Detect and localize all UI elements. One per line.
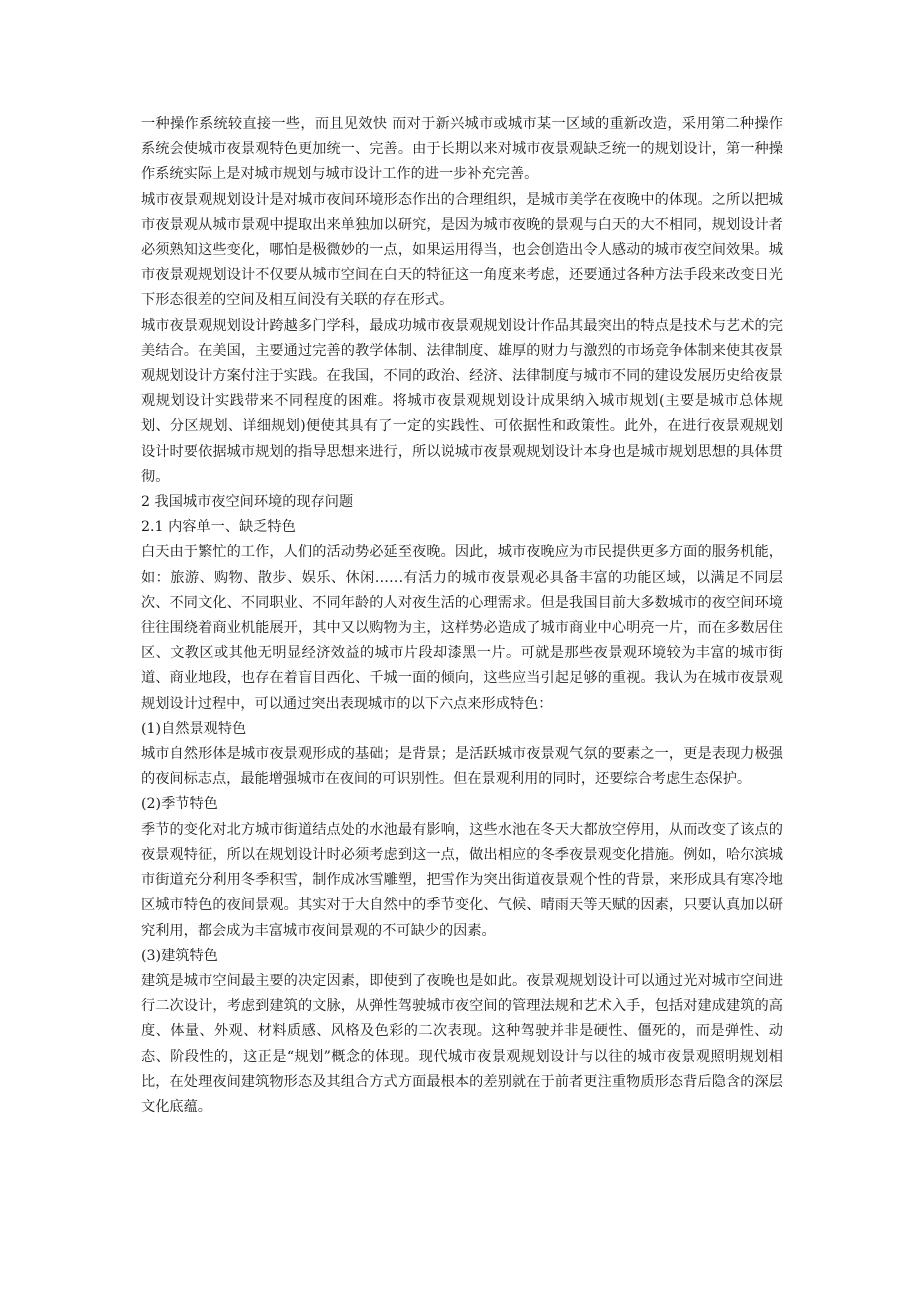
paragraph-seasonal: 季节的变化对北方城市街道结点处的水池最有影响，这些水池在冬天大都放空停用，从而改变了该点的夜景观特征，所以在规划设计时必须考虑到这一点，做出相应的冬季夜景观变化措施。例如，哈尔滨城市街道充分利用冬季积雪，制作成冰雪雕塑，把雪作为突出街道夜景观个性的背景，来形成具有寒冷地区城市特色的夜间景观。其实对于大自然中的季节变化、气候、晴雨天等天赋的因素，只要认真加以研究利用，都会成为丰富城市夜间景观的不可缺少的因素。 (141, 821, 783, 939)
document-body (141, 112, 783, 1120)
subheading-natural-landscape: (1)自然景观特色 (141, 720, 247, 737)
section-heading-2: 2 我国城市夜空间环境的现存问题 (141, 494, 354, 511)
paragraph-operation-systems: 一种操作系统较直接一些，而且见效快 而对于新兴城市或城市某一区域的重新改造，采用第二种操作系统会使城市夜景观特色更加统一、完善。由于长期以来对城市夜景观缺乏统一的规划设计，第一种操作系统实际上是对城市规划与城市设计工作的进一步补充完善。 (141, 116, 783, 183)
paragraph-night-landscape-definition: 城市夜景观规划设计是对城市夜间环境形态作出的合理组织，是城市美学在夜晚中的体现。之所以把城市夜景观从城市景观中提取出来单独加以研究，是因为城市夜晚的景观与白天的大不相同，规划设计者必须熟知这些变化，哪怕是极微妙的一点，如果运用得当，也会创造出令人感动的城市夜空间效果。城市夜景观规划设计不仅要从城市空间在白天的特征这一角度来考虑，还要通过各种方法手段来改变日光下形态很差的空间及相互间没有关联的存在形式。 (141, 191, 783, 309)
paragraph-natural-landscape: 城市自然形体是城市夜景观形成的基础；是背景；是活跃城市夜景观气氛的要素之一，更是表现力极强的夜间标志点，最能增强城市在夜间的可识别性。但在景观利用的同时，还要综合考虑生态保护。 (141, 746, 783, 788)
subheading-architecture: (3)建筑特色 (141, 947, 218, 964)
paragraph-lack-of-character: 白天由于繁忙的工作，人们的活动势必延至夜晚。因此，城市夜晚应为市民提供更多方面的服务机能，如：旅游、购物、散步、娱乐、休闲……有活力的城市夜景观必具备丰富的功能区域，以满足不同层次、不同文化、不同职业、不同年龄的人对夜生活的心理需求。但是我国目前大多数城市的夜空间环境往往围绕着商业机能展开，其中又以购物为主，这样势必造成了城市商业中心明亮一片，而在多数居住区、文教区或其他无明显经济效益的城市片段却漆黑一片。可就是那些夜景观环境较为丰富的城市街道、商业地段，也存在着盲目西化、千城一面的倾向，这些应当引起足够的重视。我认为在城市夜景观规划设计过程中，可以通过突出表现城市的以下六点来形成特色： (141, 544, 783, 712)
subheading-seasonal: (2)季节特色 (141, 796, 218, 813)
paragraph-interdisciplinary: 城市夜景观规划设计跨越多门学科，最成功城市夜景观规划设计作品其最突出的特点是技术与艺术的完美结合。在美国，主要通过完善的教学体制、法律制度、雄厚的财力与激烈的市场竞争体制来使其夜景观规划设计方案付注于实践。在我国，不同的政治、经济、法律制度与城市不同的建设发展历史给夜景观规划设计实践带来不同程度的困难。将城市夜景观规划设计成果纳入城市规划(主要是城市总体规划、分区规划、详细规划)便使其具有了一定的实践性、可依据性和政策性。此外，在进行夜景观规划设计时要依据城市规划的指导思想来进行，所以说城市夜景观规划设计本身也是城市规划思想的具体贯彻。 (141, 317, 783, 485)
section-heading-2-1: 2.1 内容单一、缺乏特色 (141, 519, 296, 536)
paragraph-architecture: 建筑是城市空间最主要的决定因素，即使到了夜晚也是如此。夜景观规划设计可以通过光对城市空间进行二次设计，考虑到建筑的文脉，从弹性驾驶城市夜空间的管理法规和艺术入手，包括对建成建筑的高度、体量、外观、材料质感、风格及色彩的二次表现。这种驾驶并非是硬性、僵死的，而是弹性、动态、阶段性的，这正是“规划”概念的体现。现代城市夜景观规划设计与以往的城市夜景观照明规划相比，在处理夜间建筑物形态及其组合方式方面最根本的差别就在于前者更注重物质形态背后隐含的深层文化底蕴。 (141, 972, 783, 1115)
